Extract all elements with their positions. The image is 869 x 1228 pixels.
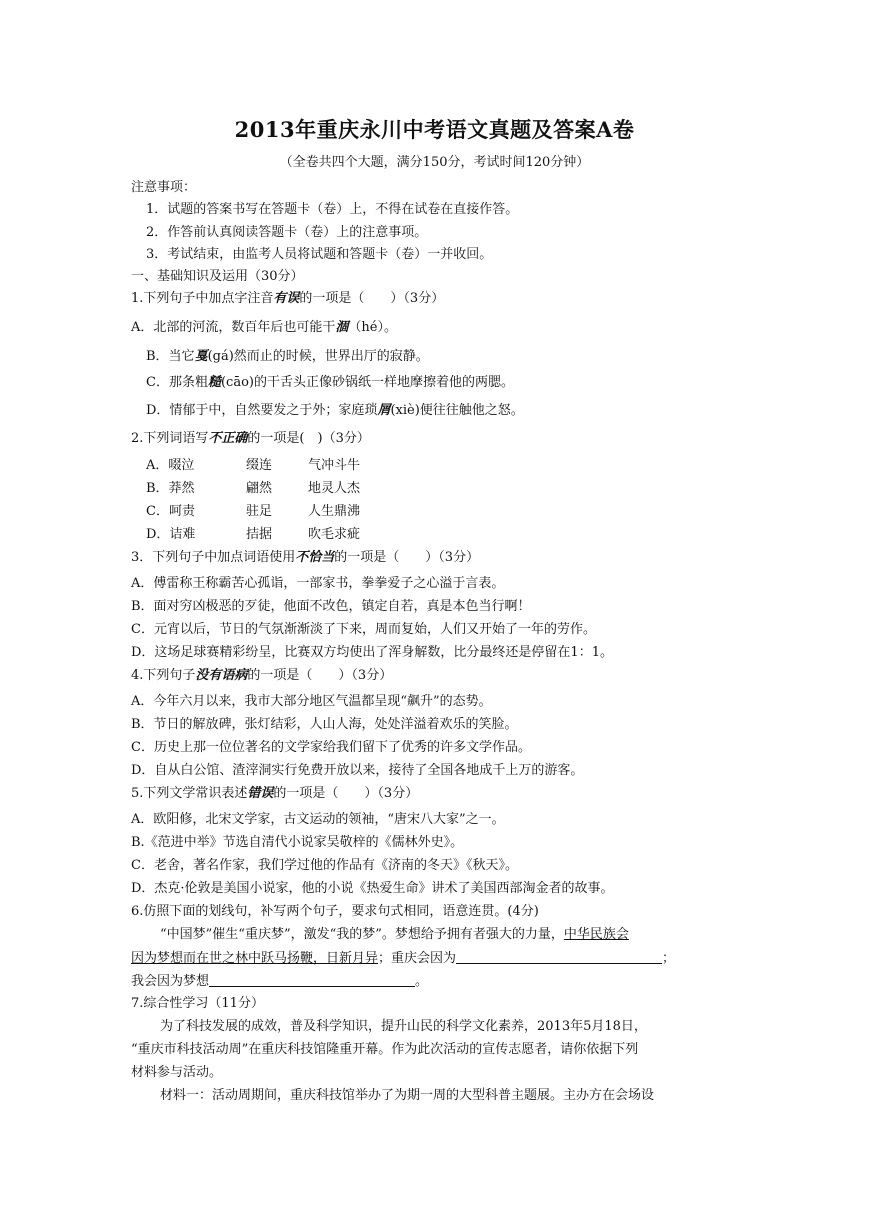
option-emphasis: 糙 — [207, 375, 221, 390]
option-emphasis: 屑 — [377, 403, 391, 418]
passage-text: ；重庆会因为 — [378, 951, 457, 966]
option-text: (gá)然而止的时候，世界出厅的寂静。 — [207, 349, 429, 364]
passage-text: “中国梦”催生“重庆梦”，激发“我的梦”。梦想给予拥有者强大的力量， — [160, 927, 564, 942]
option-text: D．情郁于中，自然要发之于外；家庭琐 — [146, 403, 378, 418]
stem-text: 1.下列句子中加点字注音 — [131, 291, 274, 306]
question-4-stem — [131, 667, 392, 685]
option-word: 拮据 — [246, 527, 273, 542]
option-text: （hé）。 — [348, 320, 397, 335]
question-2-option-c — [146, 503, 360, 521]
page-title: 2013年重庆永川中考语文真题及答案A卷 — [234, 117, 635, 142]
stem-text: 的一项是（ ）（3分） — [299, 291, 445, 306]
option-word: 驻足 — [246, 504, 273, 519]
passage-text: ； — [662, 951, 676, 966]
question-2-option-b — [146, 480, 360, 498]
option-text: (xiè)便往往触他之怒。 — [390, 403, 524, 418]
question-1-option-c — [146, 374, 514, 392]
question-7-paragraph-line: 为了科技发展的成效，普及科学知识，提升山民的科学文化素养，2013年5月18日， — [160, 1019, 647, 1034]
option-word: A．啜泣 — [146, 458, 195, 473]
question-2-option-d — [146, 526, 360, 544]
option-text: (cāo)的干舌头正像砂锅纸一样地摩擦着他的两腮。 — [220, 375, 514, 390]
question-4-option-c: C．历史上那一位位著名的文学家给我们留下了优秀的许多文学作品。 — [131, 740, 531, 755]
question-5-option-a: A．欧阳修，北宋文学家，古文运动的领袖，“唐宋八大家”之一。 — [131, 812, 505, 827]
stem-text: 4.下列句子 — [131, 668, 196, 683]
question-4-option-d: D．自从白公馆、渣滓洞实行免费开放以来，接待了全国各地成千上万的游客。 — [131, 763, 584, 778]
stem-text: 2.下列词语写 — [131, 431, 209, 446]
stem-text: 的一项是（ ）（3分） — [273, 786, 419, 801]
answer-blank[interactable] — [209, 972, 415, 987]
question-6-stem: 6.仿照下面的划线句，补写两个句子，要求句式相同，语意连贯。(4分) — [131, 904, 539, 919]
option-word: 人生鼎沸 — [308, 504, 361, 519]
underlined-sentence: 中华民族会 — [563, 927, 629, 942]
notice-item: 2．作答前认真阅读答题卡（卷）上的注意事项。 — [146, 225, 428, 240]
notice-item: 1．试题的答案书写在答题卡（卷）上，不得在试卷在直接作答。 — [146, 202, 519, 217]
question-6-text-line — [160, 926, 629, 944]
question-7-paragraph-line: “重庆市科技活动周”在重庆科技馆隆重开幕。作为此次活动的宣传志愿者，请你依据下列 — [131, 1042, 639, 1057]
question-2-option-a — [146, 457, 360, 475]
question-1-stem — [131, 290, 444, 308]
notice-heading: 注意事项： — [131, 180, 197, 195]
page-subtitle: （全卷共四个大题，满分150分，考试时间120分钟） — [279, 155, 590, 170]
stem-text: 的一项是（ ）（3分） — [334, 550, 480, 565]
stem-emphasis: 没有语病 — [195, 668, 248, 683]
option-word: B．莽然 — [146, 481, 195, 496]
option-word: 气冲斗牛 — [308, 458, 361, 473]
notice-item: 3．考试结束，由监考人员将试题和答题卡（卷）一并收回。 — [146, 247, 493, 262]
stem-text: 3．下列句子中加点词语使用 — [131, 550, 296, 565]
option-text: B．当它 — [146, 349, 195, 364]
stem-emphasis: 有误 — [273, 291, 300, 306]
question-6-text-line — [131, 949, 675, 968]
question-3-option-d: D．这场足球赛精彩纷呈，比赛双方均使出了浑身解数，比分最终还是停留在1：1。 — [131, 645, 613, 660]
stem-text: 的一项是( )（3分） — [247, 431, 370, 446]
answer-blank[interactable] — [456, 949, 662, 964]
stem-emphasis: 错误 — [247, 786, 274, 801]
question-7-paragraph-line: 材料一：活动周期间，重庆科技馆举办了为期一周的大型科普主题展。主办方在会场设 — [160, 1088, 655, 1103]
underlined-sentence: 因为梦想而在世之林中跃马扬鞭，日新月异 — [131, 951, 379, 966]
question-4-option-a: A．今年六月以来，我市大部分地区气温都呈现“飙升”的态势。 — [131, 694, 492, 709]
question-3-option-b: B．面对穷凶极恶的歹徒，他面不改色，镇定自若，真是本色当行啊！ — [131, 599, 531, 614]
stem-text: 的一项是（ ）（3分） — [247, 668, 393, 683]
question-2-stem — [131, 430, 370, 448]
section-heading: 一、基础知识及运用（30分） — [131, 269, 304, 284]
question-1-option-b — [146, 348, 429, 366]
option-word: 翩然 — [246, 481, 273, 496]
stem-emphasis: 不正确 — [208, 431, 248, 446]
question-5-option-d: D．杰克·伦敦是美国小说家，他的小说《热爱生命》讲术了美国西部淘金者的故事。 — [131, 881, 614, 896]
option-word: C．呵责 — [146, 504, 195, 519]
question-3-stem — [131, 549, 479, 567]
passage-text: 。 — [415, 974, 429, 989]
option-word: 缀连 — [246, 458, 273, 473]
question-5-stem — [131, 785, 418, 803]
question-7-paragraph-line: 材料参与活动。 — [131, 1065, 223, 1080]
question-3-option-c: C．元宵以后，节日的气氛渐渐淡了下来，周而复始，人们又开始了一年的劳作。 — [131, 622, 596, 637]
question-5-option-c: C．老舍，著名作家，我们学过他的作品有《济南的冬天》《秋天》。 — [131, 858, 518, 873]
option-emphasis: 涸 — [335, 320, 349, 335]
passage-text: 我会因为梦想 — [131, 974, 210, 989]
stem-text: 5.下列文学常识表述 — [131, 786, 248, 801]
question-6-text-line — [131, 972, 428, 991]
option-word: 地灵人杰 — [308, 481, 361, 496]
option-text: A．北部的河流，数百年后也可能干 — [131, 320, 336, 335]
option-word: D．诘难 — [146, 527, 196, 542]
question-4-option-b: B．节日的解放碑，张灯结彩，人山人海，处处洋溢着欢乐的笑脸。 — [131, 717, 518, 732]
question-3-option-a: A．傅雷称王称霸苦心孤诣，一部家书，拳拳爱子之心溢于言表。 — [131, 576, 505, 591]
option-word: 吹毛求疵 — [308, 527, 361, 542]
question-1-option-a — [131, 319, 397, 337]
question-5-option-b: B.《范进中举》节选自清代小说家吴敬梓的《儒林外史》。 — [131, 835, 464, 850]
option-text: C．那条粗 — [146, 375, 208, 390]
stem-emphasis: 不恰当 — [295, 550, 335, 565]
question-1-option-d — [146, 402, 524, 420]
option-emphasis: 戛 — [194, 349, 208, 364]
question-7-stem: 7.综合性学习（11分） — [131, 996, 264, 1011]
